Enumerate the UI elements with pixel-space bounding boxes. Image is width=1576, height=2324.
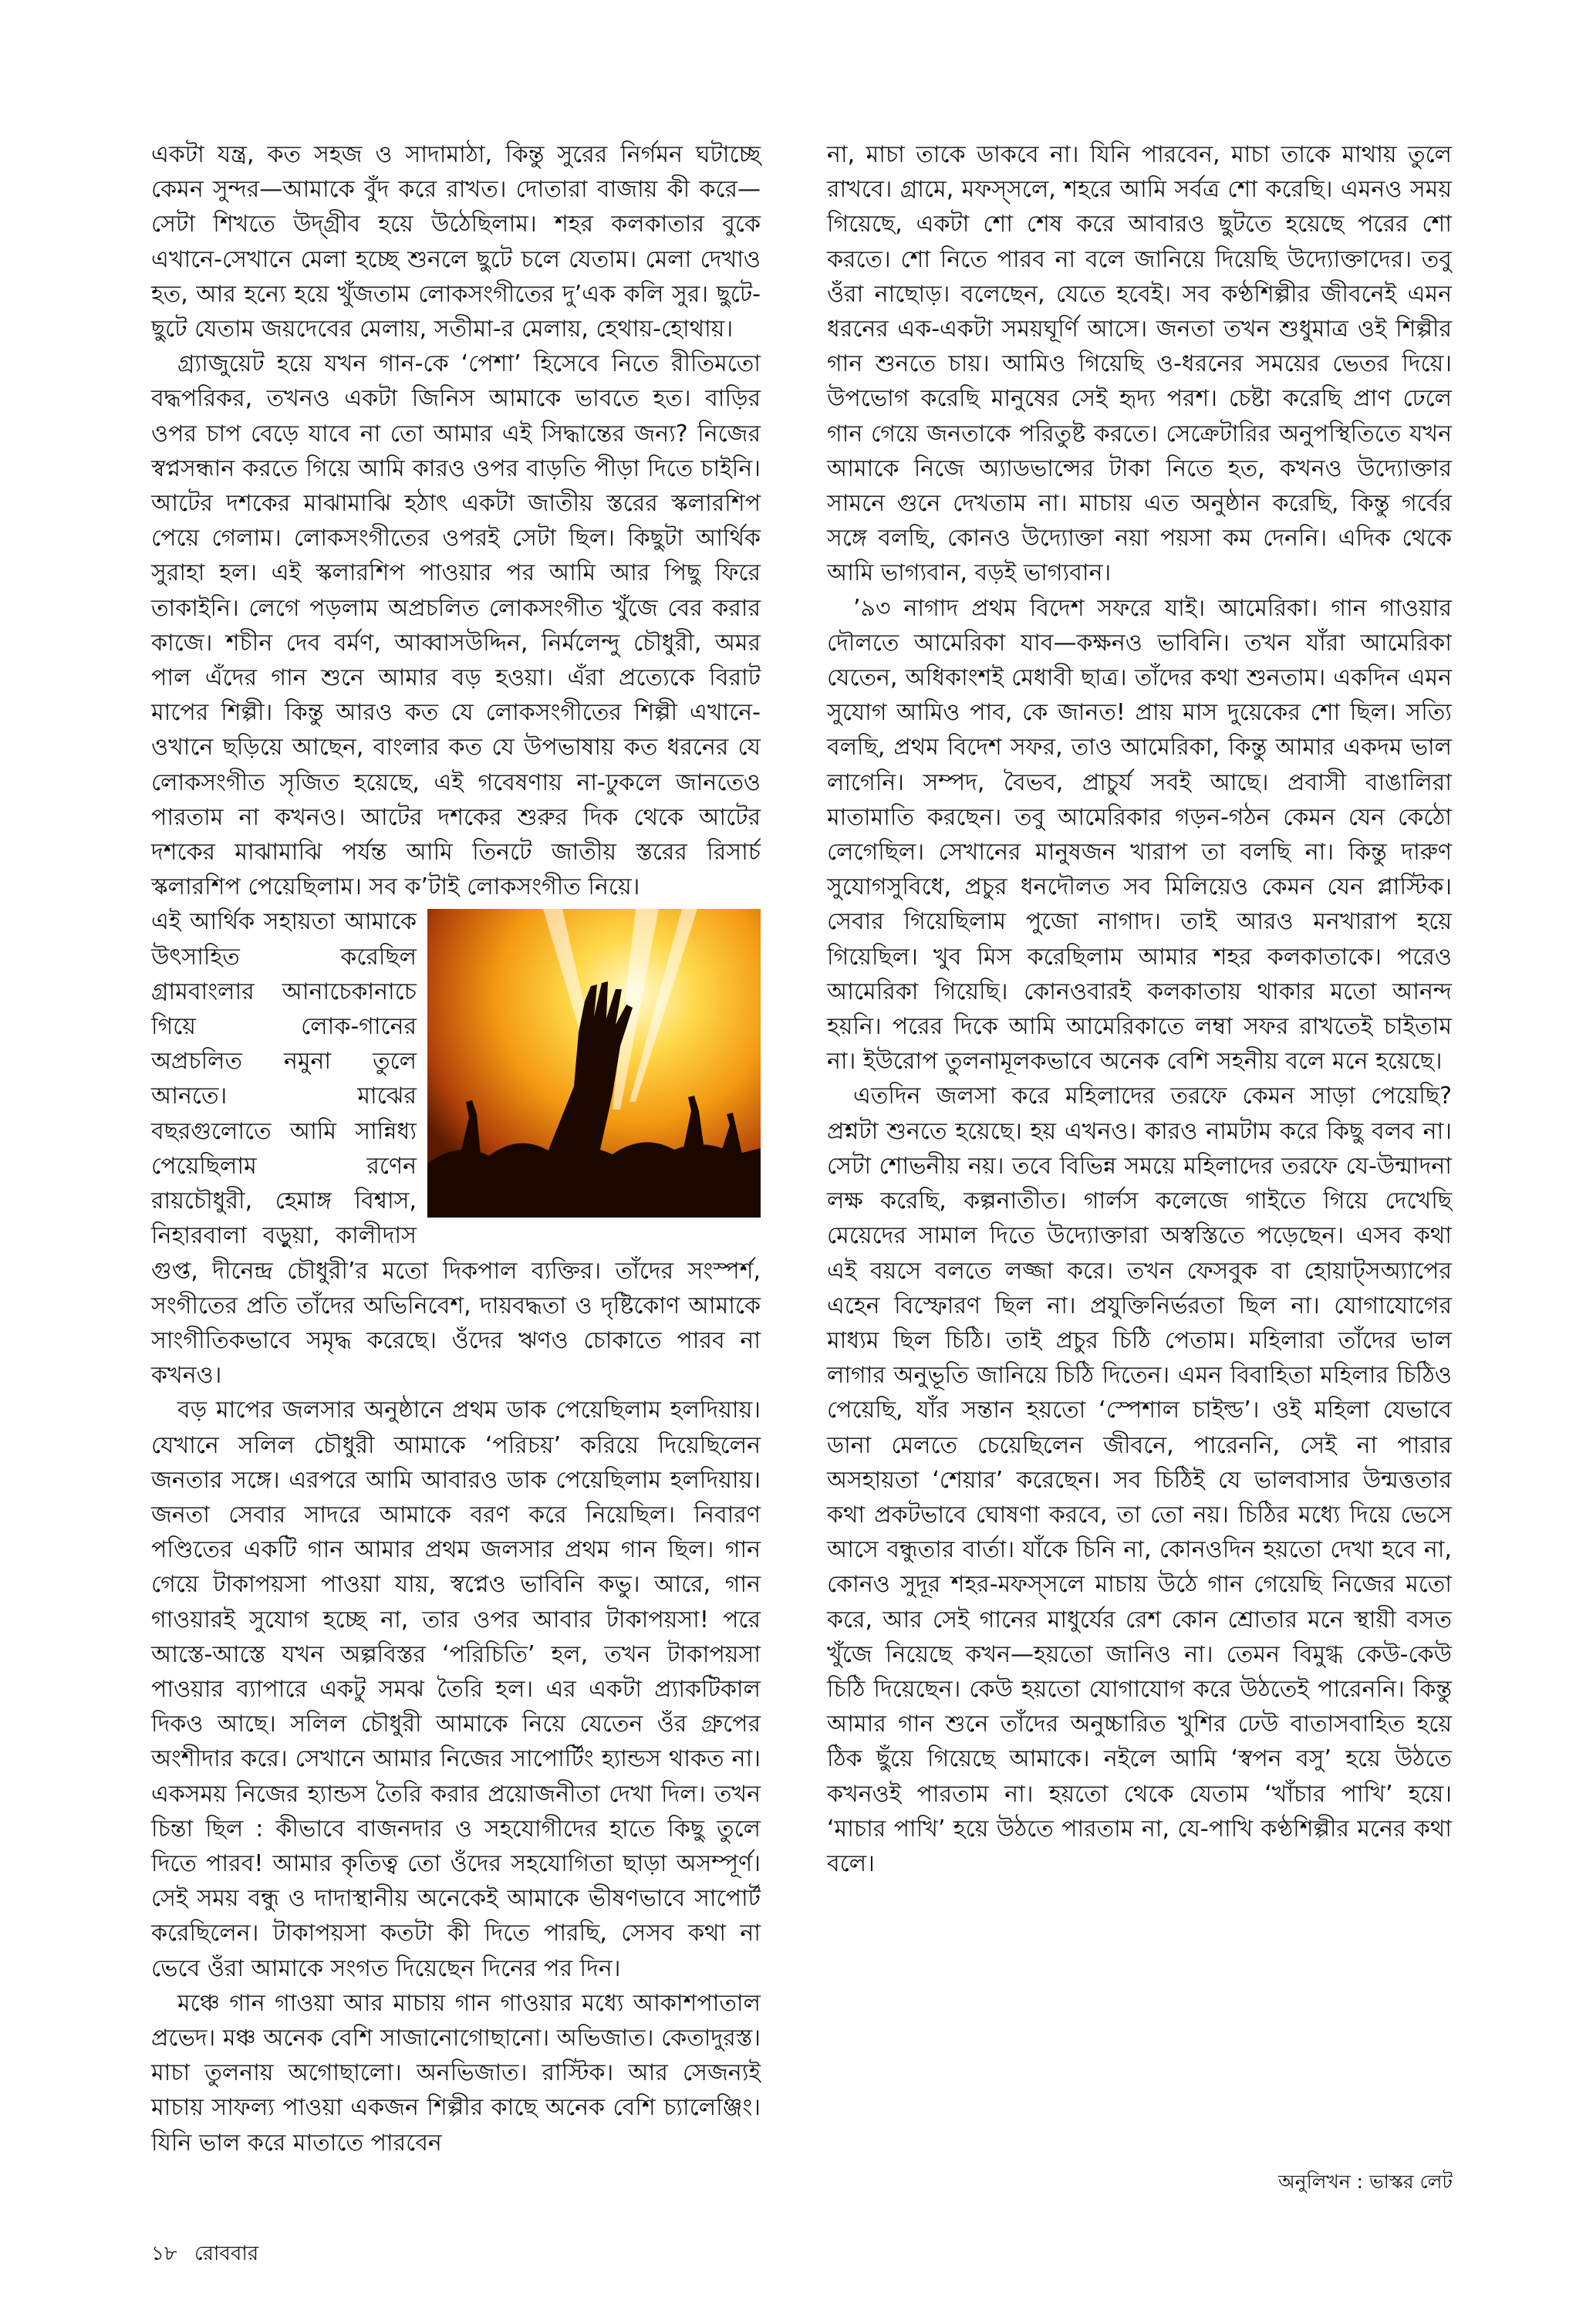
right-column bbox=[827, 137, 1452, 2174]
paragraph: এতদিন জলসা করে মহিলাদের তরফে কেমন সাড়া পেয়েছি? প্রশ্নটা শুনতে হয়েছে। হয় এখনও। কারও নামটাম করে কিছু বলব না। সেটা শোভনীয় নয়। তবে বিভিন্ন সময়ে মহিলাদের তরফে যে-উন্মাদনা লক্ষ করেছি, কল্পনাতীত। গার্লস কলেজে গাইতে গিয়ে দেখেছি মেয়েদের সামাল দিতে উদ্যোক্তারা অস্বস্তিতে পড়েছেন। এসব কথা এই বয়সে বলতে লজ্জা করে। তখন ফেসবুক বা হোয়াট্‌সঅ্যাপের এহেন বিস্ফোরণ ছিল না। প্রযুক্তিনির্ভরতা ছিল না। যোগাযোগের মাধ্যম ছিল চিঠি। তাই প্রচুর চিঠি পেতাম। মহিলারা তাঁদের ভাল লাগার অনুভূতি জানিয়ে চিঠি দিতেন। এমন বিবাহিতা মহিলার চিঠিও পেয়েছি, যাঁর সন্তান হয়তো ‘স্পেশাল চাইল্ড’। ওই মহিলা যেভাবে ডানা মেলতে চেয়েছিলেন জীবনে, পারেননি, সেই না পারার অসহায়তা ‘শেয়ার’ করেছেন। সব চিঠিই যে ভালবাসার উন্মত্ততার কথা প্রকটভাবে ঘোষণা করবে, তা তো নয়। চিঠির মধ্যে দিয়ে ভেসে আসে বন্ধুতার বার্তা। যাঁকে চিনি না, কোনওদিন হয়তো দেখা হবে না, কোনও সুদূর শহর-মফস্সলে মাচায় উঠে গান গেয়েছি নিজের মতো করে, আর সেই গানের মাধুর্যের রেশ কোন শ্রোতার মনে স্থায়ী বসত খুঁজে নিয়েছে কখন—হয়তো জানিও না। তেমন বিমুগ্ধ কেউ-কেউ চিঠি দিয়েছেন। কেউ হয়তো যোগাযোগ করে উঠতেই পারেননি। কিন্তু আমার গান শুনে তাঁদের অনুচ্চারিত খুশির ঢেউ বাতাসবাহিত হয়ে ঠিক ছুঁয়ে গিয়েছে আমাকে। নইলে আমি ‘স্বপন বসু’ হয়ে উঠতে কখনওই পারতাম না। হয়তো থেকে যেতাম ‘খাঁচার পাখি’ হয়ে। ‘মাচার পাখি’ হয়ে উঠতে পারতাম না, যে-পাখি কণ্ঠশিল্পীর মনের কথা বলে। bbox=[827, 1083, 1452, 1877]
left-column bbox=[151, 137, 761, 2182]
paragraph: বড় মাপের জলসার অনুষ্ঠানে প্রথম ডাক পেয়েছিলাম হলদিয়ায়। যেখানে সলিল চৌধুরী আমাকে ‘পরিচয়’ করিয়ে দিয়েছিলেন জনতার সঙ্গে। এরপরে আমি আবারও ডাক পেয়েছিলাম হলদিয়ায়। জনতা সেবার সাদরে আমাকে বরণ করে নিয়েছিল। নিবারণ পণ্ডিতের একটি গান আমার প্রথম জলসার প্রথম গান ছিল। গান গেয়ে টাকাপয়সা পাওয়া যায়, স্বপ্নেও ভাবিনি কভু। আরে, গান গাওয়ারই সুযোগ হচ্ছে না, তার ওপর আবার টাকাপয়সা! পরে আস্তে-আস্তে যখন অল্পবিস্তর ‘পরিচিতি’ হল, তখন টাকাপয়সা পাওয়ার ব্যাপারে একটু সমঝ তৈরি হল। এর একটা প্র্যাকটিকাল দিকও আছে। সলিল চৌধুরী আমাকে নিয়ে যেতেন ওঁর গ্রুপের অংশীদার করে। সেখানে আমার নিজের সাপোর্টিং হ্যান্ডস থাকত না। একসময় নিজের হ্যান্ডস তৈরি করার প্রয়োজনীতা দেখা দিল। তখন চিন্তা ছিল : কীভাবে বাজনদার ও সহযোগীদের হাতে কিছু তুলে দিতে পারব! আমার কৃতিত্ব তো ওঁদের সহযোগিতা ছাড়া অসম্পূর্ণ। সেই সময় বন্ধু ও দাদাস্থানীয় অনেকেই আমাকে ভীষণভাবে সাপোর্ট করেছিলেন। টাকাপয়সা কতটা কী দিতে পারছি, সেসব কথা না ভেবে ওঁরা আমাকে সংগত দিয়েছেন দিনের পর দিন। bbox=[151, 1397, 761, 1982]
page-number: ১৮ bbox=[151, 2242, 177, 2265]
paragraph: না, মাচা তাকে ডাকবে না। যিনি পারবেন, মাচা তাকে মাথায় তুলে রাখবে। গ্রামে, মফস্সলে, শহরে আমি সর্বত্র শো করেছি। এমনও সময় গিয়েছে, একটা শো শেষ করে আবারও ছুটতে হয়েছে পরের শো করতে। শো নিতে পারব না বলে জানিয়ে দিয়েছি উদ্যোক্তাদের। তবু ওঁরা নাছোড়। বলেছেন, যেতে হবেই। সব কণ্ঠশিল্পীর জীবনেই এমন ধরনের এক-একটা সময়ঘূর্ণি আসে। জনতা তখন শুধুমাত্র ওই শিল্পীর গান শুনতে চায়। আমিও গিয়েছি ও-ধরনের সময়ের ভেতর দিয়ে। উপভোগ করেছি মানুষের সেই হৃদ্য পরশ। চেষ্টা করেছি প্রাণ ঢেলে গান গেয়ে জনতাকে পরিতুষ্ট করতে। সেক্রেটারির অনুপস্থিতিতে যখন আমাকে নিজে অ্যাডভান্সের টাকা নিতে হত, কখনও উদ্যোক্তার সামনে গুনে দেখতাম না। মাচায় এত অনুষ্ঠান করেছি, কিন্তু গর্বের সঙ্গে বলছি, কোনও উদ্যোক্তা নয়া পয়সা কম দেননি। এদিক থেকে আমি ভাগ্যবান, বড়ই ভাগ্যবান। bbox=[827, 141, 1452, 587]
paragraph: এই আর্থিক সহায়তা আমাকে উৎসাহিত করেছিল গ্রামবাংলার আনাচেকানাচে গিয়ে লোক-গানের অপ্রচলিত নমুনা তুলে আনতে। মাঝের বছরগুলোতে আমি সান্নিধ্য পেয়েছিলাম রণেন রায়চৌধুরী, হেমাঙ্গ বিশ্বাস, নিহারবালা বড়ুয়া, কালীদাস গুপ্ত, দীনেন্দ্র চৌধুরী’র মতো দিকপাল ব্যক্তির। তাঁদের সংস্পর্শ, সংগীতের প্রতি তাঁদের অভিনিবেশ, দায়বদ্ধতা ও দৃষ্টিকোণ আমাকে সাংগীতিকভাবে সমৃদ্ধ করেছে। ওঁদের ঋণও চোকাতে পারব না কখনও। bbox=[151, 908, 761, 1390]
transcription-credit: অনুলিখন : ভাস্কর লেট bbox=[1278, 2170, 1453, 2193]
concert-photo bbox=[427, 909, 761, 1218]
paragraph: মঞ্চে গান গাওয়া আর মাচায় গান গাওয়ার মধ্যে আকাশপাতাল প্রভেদ। মঞ্চ অনেক বেশি সাজানোগোছানো। অভিজাত। কেতাদুরস্ত। মাচা তুলনায় অগোছালো। অনভিজাত। রাস্টিক। আর সেজন্যই মাচায় সাফল্য পাওয়া একজন শিল্পীর কাছে অনেক বেশি চ্যালেঞ্জিং। যিনি ভাল করে মাতাতে পারবেন bbox=[151, 1989, 761, 2157]
page-footer bbox=[151, 2238, 269, 2272]
paragraph: একটা যন্ত্র, কত সহজ ও সাদামাঠা, কিন্তু সুরের নির্গমন ঘটাচ্ছে কেমন সুন্দর—আমাকে বুঁদ করে রাখত। দোতারা বাজায় কী করে—সেটা শিখতে উদ্‌গ্রীব হয়ে উঠেছিলাম। শহর কলকাতার বুকে এখানে-সেখানে মেলা হচ্ছে শুনলে ছুটে চলে যেতাম। মেলা দেখাও হত, আর হন্যে হয়ে খুঁজতাম লোকসংগীতের দু’এক কলি সুর। ছুটে-ছুটে যেতাম জয়দেবের মেলায়, সতীমা-র মেলায়, হেথায়-হোথায়। bbox=[151, 141, 761, 343]
paragraph: গ্র্যাজুয়েট হয়ে যখন গান-কে ‘পেশা’ হিসেবে নিতে রীতিমতো বদ্ধপরিকর, তখনও একটা জিনিস আমাকে ভাবতে হত। বাড়ির ওপর চাপ বেড়ে যাবে না তো আমার এই সিদ্ধান্তের জন্য? নিজের স্বপ্নসন্ধান করতে গিয়ে আমি কারও ওপর বাড়তি পীড়া দিতে চাইনি। আটের দশকের মাঝামাঝি হঠাৎ একটা জাতীয় স্তরের স্কলারশিপ পেয়ে গেলাম। লোকসংগীতের ওপরই সেটা ছিল। কিছুটা আর্থিক সুরাহা হল। এই স্কলারশিপ পাওয়ার পর আমি আর পিছু ফিরে তাকাইনি। লেগে পড়লাম অপ্রচলিত লোকসংগীত খুঁজে বের করার কাজে। শচীন দেব বর্মণ, আব্বাসউদ্দিন, নির্মলেন্দু চৌধুরী, অমর পাল এঁদের গান শুনে আমার বড় হওয়া। এঁরা প্রত্যেকে বিরাট মাপের শিল্পী। কিন্তু আরও কত যে লোকসংগীতের শিল্পী এখানে-ওখানে ছড়িয়ে আছেন, বাংলার কত যে উপভাষায় কত ধরনের যে লোকসংগীত সৃজিত হয়েছে, এই গবেষণায় না-ঢুকলে জানতেও পারতাম না কখনও। আটের দশকের শুরুর দিক থেকে আটের দশকের মাঝামাঝি পর্যন্ত আমি তিনটে জাতীয় স্তরের রিসার্চ স্কলারশিপ পেয়েছিলাম। সব ক’টাই লোকসংগীত নিয়ে। bbox=[151, 350, 761, 901]
paragraph: ’৯৩ নাগাদ প্রথম বিদেশ সফরে যাই। আমেরিকা। গান গাওয়ার দৌলতে আমেরিকা যাব—কক্ষনও ভাবিনি। তখন যাঁরা আমেরিকা যেতেন, অধিকাংশই মেধাবী ছাত্র। তাঁদের কথা শুনতাম। একদিন এমন সুযোগ আমিও পাব, কে জানত! প্রায় মাস দুয়েকের শো ছিল। সত্যি বলছি, প্রথম বিদেশ সফর, তাও আমেরিকা, কিন্তু আমার একদম ভাল লাগেনি। সম্পদ, বৈভব, প্রাচুর্য সবই আছে। প্রবাসী বাঙালিরা মাতামাতি করছেন। তবু আমেরিকার গড়ন-গঠন কেমন যেন কেঠো লেগেছিল। সেখানের মানুষজন খারাপ তা বলছি না। কিন্তু দারুণ সুযোগসুবিধে, প্রচুর ধনদৌলত সব মিলিয়েও কেমন যেন প্লাস্টিক। সেবার গিয়েছিলাম পুজো নাগাদ। তাই আরও মনখারাপ হয়ে গিয়েছিল। খুব মিস করেছিলাম আমার শহর কলকাতাকে। পরেও আমেরিকা গিয়েছি। কোনওবারই কলকাতায় থাকার মতো আনন্দ হয়নি। পরের দিকে আমি আমেরিকাতে লম্বা সফর রাখতেই চাইতাম না। ইউরোপ তুলনামূলকভাবে অনেক বেশি সহনীয় বলে মনে হয়েছে। bbox=[827, 594, 1452, 1076]
magazine-name: রোববার bbox=[194, 2242, 259, 2265]
concert-crowd-icon bbox=[427, 909, 761, 1218]
